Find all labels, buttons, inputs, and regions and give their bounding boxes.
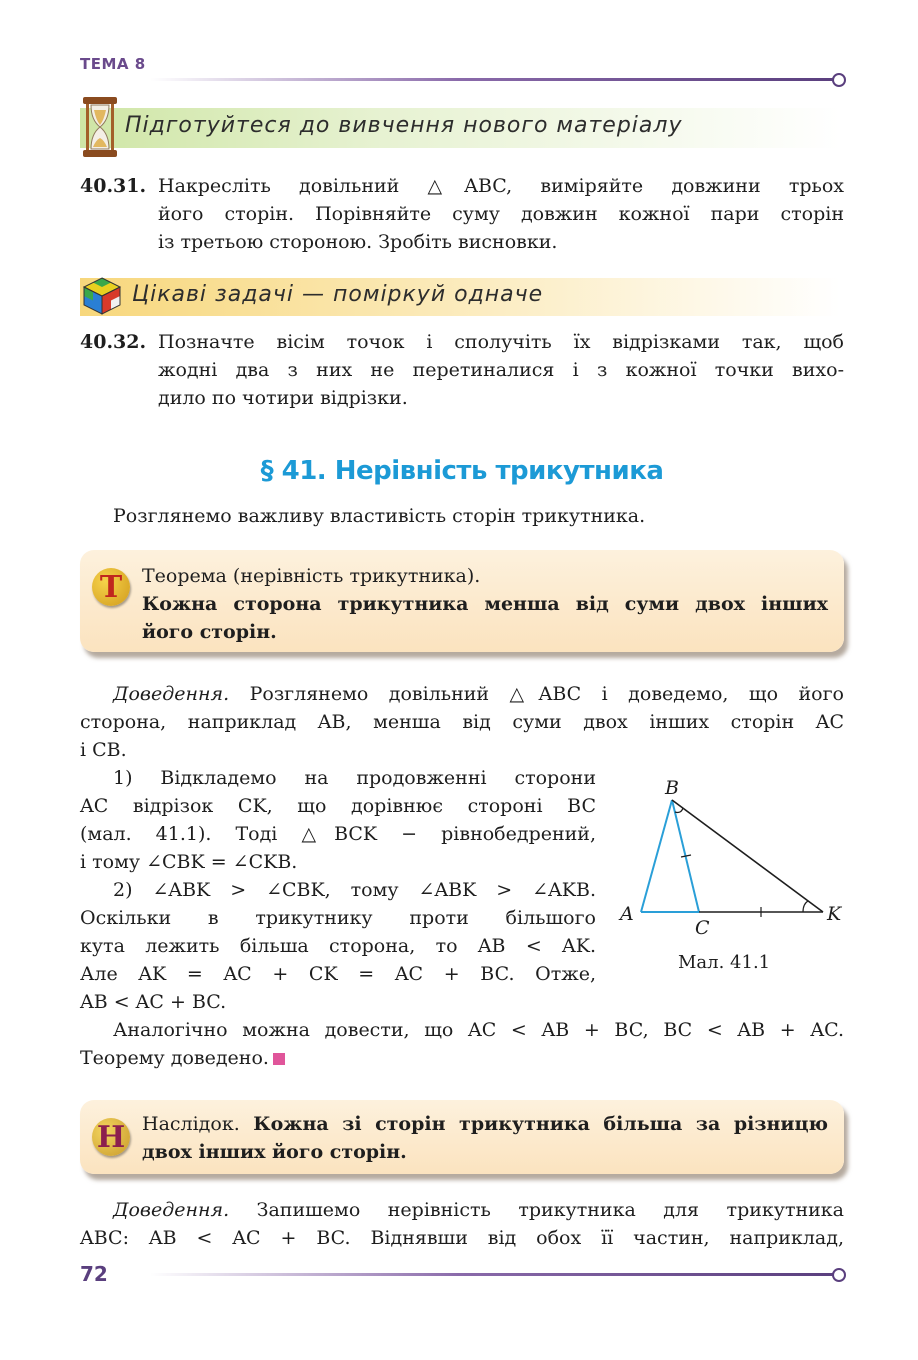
exercise-40-32-text (158, 328, 844, 412)
label-b: B (665, 777, 679, 799)
proof-conclusion (80, 1016, 844, 1072)
label-c: C (695, 917, 710, 939)
triangle-diagram (610, 770, 850, 940)
angle-arc-b (675, 808, 683, 813)
theorem-box (80, 550, 844, 652)
corollary-label: Наслідок. (142, 1113, 240, 1135)
proof2-line-text: Запишемо нерівність трикутника для трикутника (229, 1199, 844, 1221)
proof-done-text: Теорему доведено. (80, 1047, 269, 1069)
exercise-number-40-32: 40.32. (80, 331, 147, 353)
corollary-line: двох інших його сторін. (142, 1141, 407, 1163)
proof-line (80, 680, 844, 708)
exercise-line: Позначте вісім точок і сполучіть їх відрізками так, щоб (158, 331, 844, 353)
qed-square-icon (273, 1053, 285, 1065)
figure-caption: Мал. 41.1 (678, 952, 771, 973)
proof-step-line: AB < AC + BC. (80, 991, 227, 1013)
theorem-statement-line: його сторін. (142, 621, 277, 643)
proof2-line: ABC: AB < AC + BC. Віднявши від обох її частин, наприклад, (80, 1227, 844, 1249)
proof-step-line: кута лежить більша сторона, то AB < AK. (80, 935, 596, 957)
footer-rule-end-icon (832, 1268, 846, 1282)
proof2 (80, 1196, 844, 1252)
proof-step-line: 1) Відкладемо на продовженні сторони (113, 767, 596, 789)
theorem-statement-line: Кожна сторона трикутника менша від суми двох інших (142, 593, 828, 615)
exercise-line: Накресліть довільний △ABC, виміряйте довжини трьох (158, 175, 844, 197)
puzzle-cube-icon (82, 276, 122, 320)
proof-step-line: (мал. 41.1). Тоді △BCK − рівнобедрений, (80, 823, 596, 845)
proof-steps (80, 764, 596, 1016)
corollary-text (142, 1110, 828, 1166)
exercise-line: його сторін. Порівняйте суму довжин кожної пари сторін (158, 203, 844, 225)
corollary-line (142, 1110, 828, 1138)
proof-line: сторона, наприклад AB, менша від суми двох інших сторін AC (80, 711, 844, 733)
proof2-line (80, 1196, 844, 1224)
topic-label: ТЕМА 8 (80, 55, 146, 73)
exercise-line: із третьою стороною. Зробіть висновки. (158, 231, 558, 253)
corollary-line-text: Кожна зі сторін трикутника більша за різницю (253, 1113, 828, 1135)
proof-line-text: Розглянемо довільний △ABC і доведемо, що його (229, 683, 844, 705)
proof-step-line: 2) ∠ABK > ∠CBK, тому ∠ABK > ∠AKB. (113, 879, 596, 901)
section-title: § 41. Нерівність трикутника (260, 456, 664, 486)
hourglass-icon (82, 96, 118, 162)
puzzle-banner-text: Цікаві задачі — поміркуй одначе (132, 282, 544, 307)
proof-done-line (80, 1044, 844, 1072)
proof-line: і CB. (80, 739, 127, 761)
label-k: K (827, 903, 842, 925)
proof-step-line: і тому ∠CBK = ∠CKB. (80, 851, 298, 873)
figure-41-1 (610, 770, 850, 980)
exercise-number-40-31: 40.31. (80, 175, 147, 197)
proof-step-line: AC відрізок CK, що дорівнює стороні BC (80, 795, 596, 817)
page-number: 72 (80, 1262, 108, 1286)
theorem-text (142, 562, 828, 646)
proof-step-line: Але AK = AC + CK = AC + BC. Отже, (80, 963, 596, 985)
theorem-badge-icon: Т (92, 568, 130, 606)
proof-analog-line: Аналогічно можна довести, що AC < AB + BC, BC < AB + AC. (113, 1019, 844, 1041)
proof-intro (80, 680, 844, 764)
footer-rule (150, 1273, 836, 1276)
puzzle-banner (80, 278, 840, 316)
exercise-line: жодні два з них не перетиналися і з кожної точки вихо- (158, 359, 844, 381)
exercise-40-31-text (158, 172, 844, 256)
proof-step-line: Оскільки в трикутнику проти більшого (80, 907, 596, 929)
angle-arc-k (803, 901, 808, 912)
proof-label: Доведення. (113, 683, 230, 705)
header-rule (150, 78, 836, 81)
section-intro: Розглянемо важливу властивість сторін трикутника. (113, 505, 646, 527)
corollary-box (80, 1100, 844, 1174)
theorem-title: Теорема (нерівність трикутника). (142, 565, 481, 587)
corollary-badge-icon: Н (92, 1118, 130, 1156)
prepare-banner (80, 108, 840, 148)
exercise-line: дило по чотири відрізки. (158, 387, 408, 409)
header-rule-end-icon (832, 73, 846, 87)
label-a: A (620, 903, 634, 925)
side-ab (641, 800, 672, 912)
proof2-label: Доведення. (113, 1199, 230, 1221)
prepare-banner-text: Підготуйтеся до вивчення нового матеріалу (125, 113, 683, 138)
